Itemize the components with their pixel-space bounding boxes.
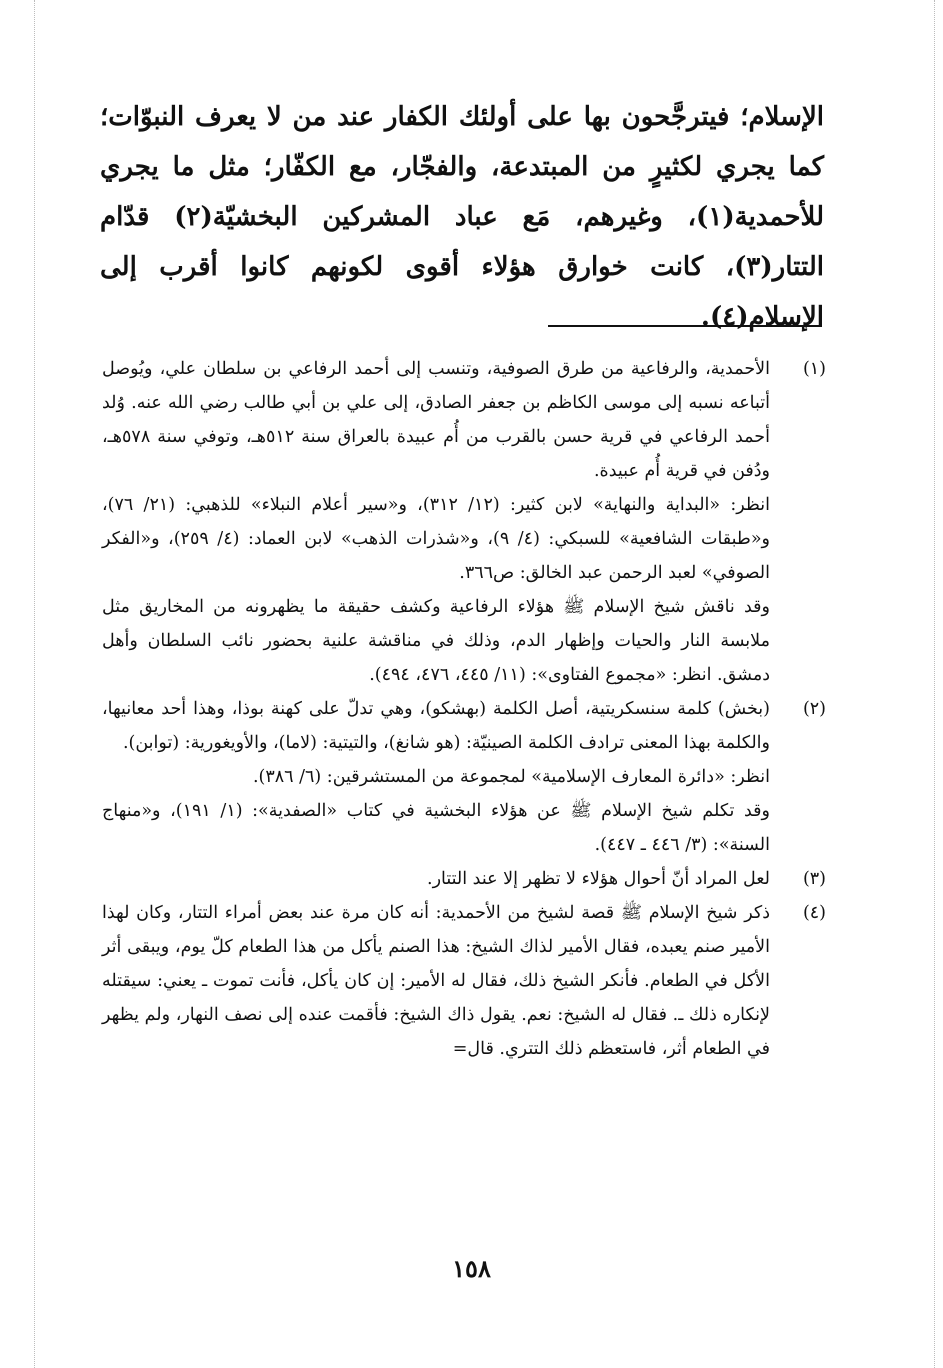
footnote-text: لعل المراد أنّ أحوال هؤلاء لا تظهر إلا عند التتار. <box>427 869 770 889</box>
footnote-2 <box>102 692 826 862</box>
footnote-1 <box>102 352 826 692</box>
footnote-sources: انظر: «البداية والنهاية» لابن كثير: (١٢/ ٣١٢)، و«سير أعلام النبلاء» للذهبي: (٢١/ ٧٦)، و«طبقات الشافعية» للسبكي: (٤/ ٩)، و«شذرات الذهب» لابن العماد: (٤/ ٢٥٩)، و«الفكر الصوفي» لعبد الرحمن عبد الخالق: ص٣٦٦. <box>102 495 771 583</box>
footnote-3 <box>102 862 826 896</box>
footnote-sources: انظر: «دائرة المعارف الإسلامية» لمجموعة من المستشرقين: (٦/ ٣٨٦). <box>252 767 770 787</box>
main-paragraph: الإسلام؛ فيترجَّحون بها على أولئك الكفار عند من لا يعرف النبوّات؛ كما يجري لكثيرٍ من المبتدعة، والفجّار، مع الكفّار؛ مثل ما يجري للأحمدية(١)، وغيرهم، مَع عباد المشركين البخشيّة(٢) قدّام التتار(٣)، كانت خوارق هؤلاء أقوى لكونهم كانوا أقرب إلى الإسلام(٤). <box>100 102 824 332</box>
footnote-separator <box>548 325 822 327</box>
footnote-text: ذكر شيخ الإسلام ﷺ قصة لشيخ من الأحمدية: أنه كان مرة عند بعض أمراء التتار، وكان لهذا الأمير صنم يعبده، فقال الأمير لذاك الشيخ: هذا الصنم يأكل من هذا الطعام كلّ يوم، ويبقى أثر الأكل في الطعام. فأنكر الشيخ ذلك، فقال له الأمير: إن كان يأكل، فأنت تموت ـ يعني: سيقتله لإنكاره ذلك ـ. فقال له الشيخ: نعم. يقول ذاك الشيخ: فأقمت عنده إلى نصف النهار، ولم يظهر في الطعام أثر، فاستعظم ذلك التتري. قال= <box>102 903 770 1059</box>
left-margin-line <box>34 0 35 1368</box>
footnote-number: (١) <box>802 359 826 379</box>
footnote-text: (بخش) كلمة سنسكريتية، أصل الكلمة (بهشكو)، وهي تدلّ على كهنة بوذا، وهذا أحد معانيها، والكلمة بهذا المعنى ترادف الكلمة الصينيّة: (هو شانغ)، والتيتية: (لاما)، والأويغورية: (توابن). <box>102 699 770 753</box>
footnote-number: (٢) <box>802 699 826 719</box>
page-number: ١٥٨ <box>452 1254 491 1283</box>
footnote-4 <box>102 896 826 1066</box>
footnote-text: الأحمدية، والرفاعية من طرق الصوفية، وتنسب إلى أحمد الرفاعي بن سلطان علي، ويُوصل أتباعه نسبه إلى موسى الكاظم بن جعفر الصادق، إلى علي بن أبي طالب رضي الله عنه. وُلد أحمد الرفاعي في قرية حسن بالقرب من أُم عبيدة بالعراق سنة ٥١٢هـ، وتوفي سنة ٥٧٨هـ، ودُفن في قرية أُم عبيدة. <box>102 359 770 481</box>
right-margin-line <box>934 0 935 1368</box>
footnote-number: (٤) <box>802 903 826 923</box>
footnotes <box>102 352 826 1066</box>
footnote-text: وقد تكلم شيخ الإسلام ﷺ عن هؤلاء البخشية في كتاب «الصفدية»: (١/ ١٩١)، و«منهاج السنة»: (٣/ ٤٤٦ ـ ٤٤٧). <box>102 801 770 855</box>
footnote-text: وقد ناقش شيخ الإسلام ﷺ هؤلاء الرفاعية وكشف حقيقة ما يظهرونه من المخاريق مثل ملابسة النار والحيات وإظهار الدم، وذلك في مناقشة علنية بحضور نائب السلطان وأهل دمشق. انظر: «مجموع الفتاوى»: (١١/ ٤٤٥، ٤٧٦، ٤٩٤). <box>102 597 770 685</box>
main-text <box>100 92 824 342</box>
footnote-number: (٣) <box>802 869 826 889</box>
